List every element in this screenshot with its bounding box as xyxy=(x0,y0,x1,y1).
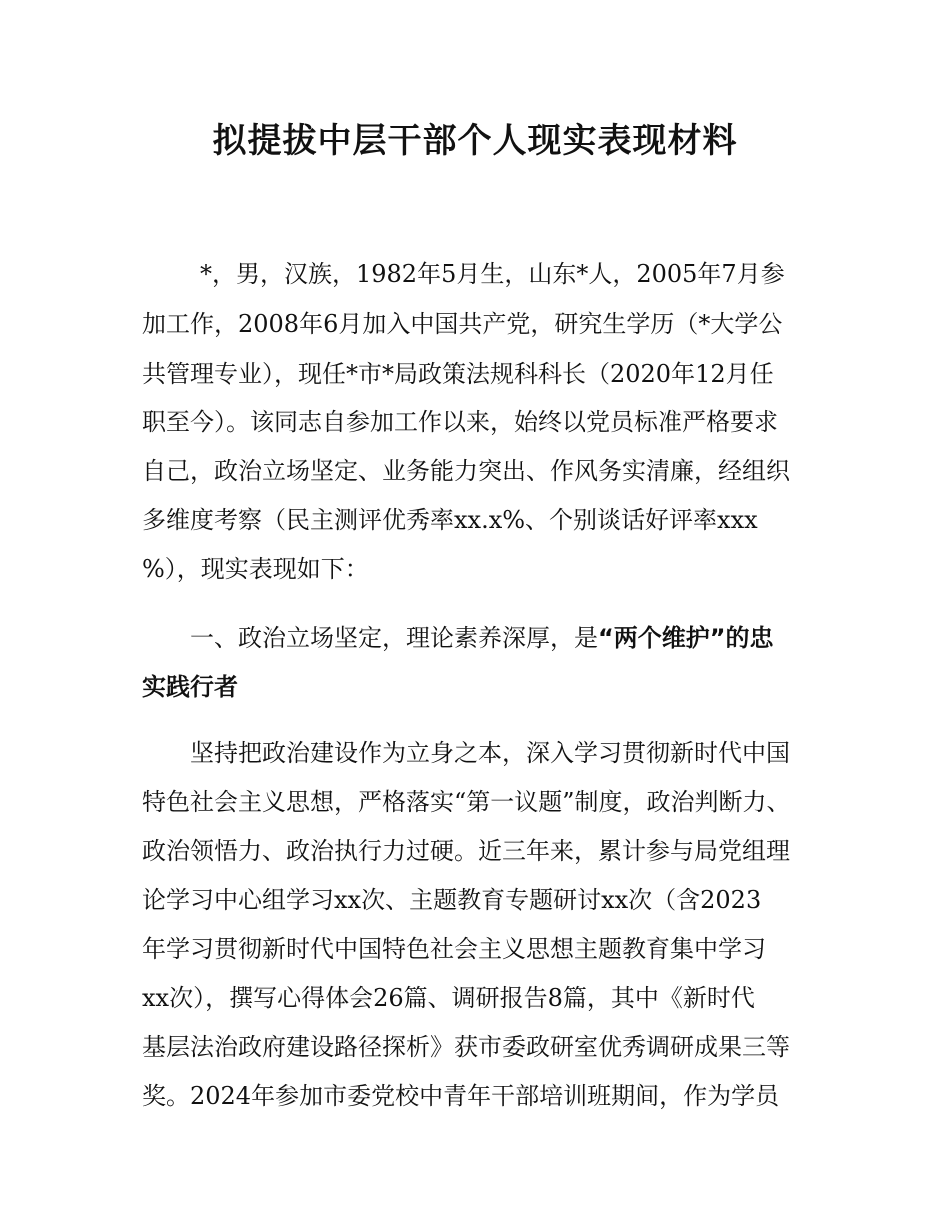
body-line: 论学习中心组学习xx次、主题教育专题研讨xx次（含2023 xyxy=(142,886,762,914)
section-heading-prefix: 一、政治立场坚定，理论素养深厚，是 xyxy=(190,624,598,652)
body-line: 奖。2024年参加市委党校中青年干部培训班期间，作为学员 xyxy=(142,1082,780,1110)
intro-line: 共管理专业），现任*市*局政策法规科科长（2020年12月任 xyxy=(142,360,774,388)
body-line: xx次），撰写心得体会26篇、调研报告8篇，其中《新时代 xyxy=(142,984,755,1012)
body-line: 年学习贯彻新时代中国特色社会主义思想主题教育集中学习 xyxy=(142,935,766,963)
body-line: 特色社会主义思想，严格落实“第一议题”制度，政治判断力、 xyxy=(142,788,791,816)
body-line: 基层法治政府建设路径探析》获市委政研室优秀调研成果三等 xyxy=(142,1033,790,1061)
document-title: 拟提拔中层干部个人现实表现材料 xyxy=(212,121,738,161)
section-heading-emphasis: “两个维护”的忠 xyxy=(598,624,774,652)
intro-line: 自己，政治立场坚定、业务能力突出、作风务实清廉，经组织 xyxy=(142,457,790,485)
intro-line: 多维度考察（民主测评优秀率xx.x%、个别谈话好评率xxx xyxy=(142,506,758,534)
body-line: 政治领悟力、政治执行力过硬。近三年来，累计参与局党组理 xyxy=(142,837,790,865)
section-heading xyxy=(190,618,774,658)
intro-line: 加工作，2008年6月加入中国共产党，研究生学历（*大学公 xyxy=(142,310,783,338)
intro-line: 职至今）。该同志自参加工作以来，始终以党员标准严格要求 xyxy=(142,408,778,436)
intro-line: *，男，汉族，1982年5月生，山东*人，2005年7月参 xyxy=(200,260,785,288)
intro-line: %），现实表现如下： xyxy=(142,555,369,583)
section-heading-continued: 实践行者 xyxy=(142,673,238,701)
body-line: 坚持把政治建设作为立身之本，深入学习贯彻新时代中国 xyxy=(190,739,790,767)
